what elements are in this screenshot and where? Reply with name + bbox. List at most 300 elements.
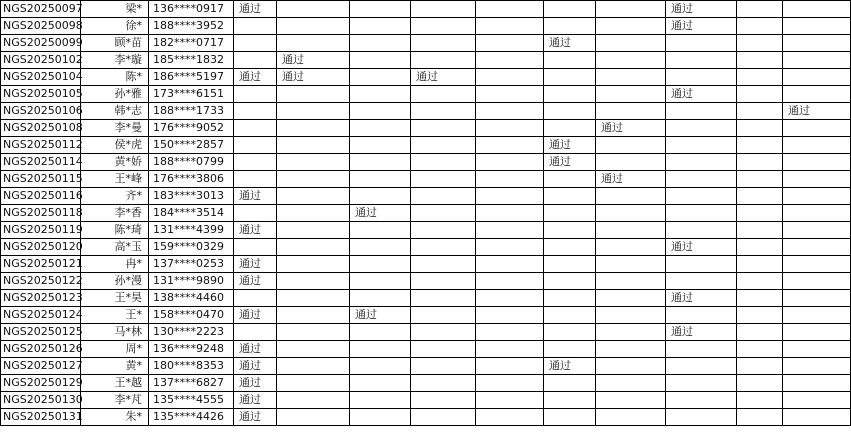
status-cell [411,290,476,307]
status-cell [737,103,783,120]
status-cell [783,35,851,52]
status-cell [596,137,666,154]
status-cell [350,69,411,86]
status-cell: 通过 [411,69,476,86]
status-cell [783,137,851,154]
name-cell: 李*璇 [81,52,149,69]
status-cell [234,171,277,188]
status-cell [411,103,476,120]
status-cell [350,290,411,307]
status-cell [350,18,411,35]
status-cell [666,375,737,392]
table-row [1,341,851,358]
status-cell: 通过 [544,358,596,375]
status-cell [666,120,737,137]
status-cell [476,341,544,358]
status-cell [350,1,411,18]
status-cell [350,222,411,239]
phone-cell: 131****9890 [149,273,234,290]
status-cell [476,86,544,103]
status-cell [350,256,411,273]
status-cell [596,392,666,409]
record-id-cell: NGS20250119 [1,222,81,239]
phone-cell: 136****9248 [149,341,234,358]
name-cell: 王*越 [81,375,149,392]
phone-cell: 150****2857 [149,137,234,154]
status-cell [350,103,411,120]
record-id-cell: NGS20250131 [1,409,81,426]
status-cell [596,35,666,52]
status-cell [476,205,544,222]
status-cell [544,103,596,120]
status-cell: 通过 [666,1,737,18]
status-cell [476,375,544,392]
status-cell [596,52,666,69]
status-cell [783,154,851,171]
status-cell [544,239,596,256]
status-cell [350,239,411,256]
status-cell [737,256,783,273]
status-cell [737,307,783,324]
record-id-cell: NGS20250129 [1,375,81,392]
phone-cell: 131****4399 [149,222,234,239]
status-cell [544,188,596,205]
status-cell: 通过 [350,205,411,222]
table-row [1,171,851,188]
status-cell [411,375,476,392]
status-cell: 通过 [277,52,350,69]
status-cell [411,358,476,375]
status-cell [476,18,544,35]
status-cell [476,409,544,426]
status-cell [411,18,476,35]
status-cell [476,392,544,409]
table-row [1,35,851,52]
record-id-cell: NGS20250099 [1,35,81,52]
status-cell [544,273,596,290]
status-cell: 通过 [666,239,737,256]
status-cell [783,392,851,409]
table-row [1,273,851,290]
status-cell [277,375,350,392]
status-cell [596,375,666,392]
name-cell: 高*玉 [81,239,149,256]
status-cell [277,205,350,222]
phone-cell: 180****8353 [149,358,234,375]
status-cell [411,1,476,18]
status-cell [737,392,783,409]
name-cell: 孙*漫 [81,273,149,290]
record-id-cell: NGS20250104 [1,69,81,86]
phone-cell: 188****0799 [149,154,234,171]
status-cell [666,392,737,409]
status-cell [544,222,596,239]
status-cell [737,137,783,154]
status-cell [476,120,544,137]
status-cell [411,273,476,290]
status-cell [783,205,851,222]
status-cell [596,222,666,239]
status-cell: 通过 [234,392,277,409]
status-cell [350,273,411,290]
status-cell [476,137,544,154]
table-row [1,1,851,18]
status-cell [411,341,476,358]
record-id-cell: NGS20250108 [1,120,81,137]
status-cell: 通过 [544,137,596,154]
phone-cell: 186****5197 [149,69,234,86]
status-cell [411,409,476,426]
status-cell [737,35,783,52]
status-cell [234,86,277,103]
status-cell [234,154,277,171]
status-cell [737,171,783,188]
status-cell [666,358,737,375]
status-cell [277,392,350,409]
status-cell [350,137,411,154]
phone-cell: 182****0717 [149,35,234,52]
record-id-cell: NGS20250120 [1,239,81,256]
record-id-cell: NGS20250105 [1,86,81,103]
status-cell [277,307,350,324]
phone-cell: 158****0470 [149,307,234,324]
status-cell [277,273,350,290]
name-cell: 冉* [81,256,149,273]
status-cell [234,205,277,222]
status-cell [476,324,544,341]
status-cell [666,188,737,205]
status-cell [596,154,666,171]
status-cell [476,188,544,205]
name-cell: 陈* [81,69,149,86]
status-cell [737,52,783,69]
status-cell [783,239,851,256]
status-cell [350,409,411,426]
table-row [1,375,851,392]
status-cell [234,35,277,52]
status-cell [737,273,783,290]
status-cell [666,273,737,290]
phone-cell: 176****9052 [149,120,234,137]
table-row [1,137,851,154]
status-cell [596,290,666,307]
status-cell [737,324,783,341]
status-cell [596,273,666,290]
phone-cell: 138****4460 [149,290,234,307]
status-cell [277,154,350,171]
status-cell [783,1,851,18]
status-cell [476,171,544,188]
name-cell: 王* [81,307,149,324]
table-row [1,103,851,120]
table-row [1,324,851,341]
status-cell [411,171,476,188]
status-cell [277,35,350,52]
status-cell [596,307,666,324]
record-id-cell: NGS20250118 [1,205,81,222]
phone-cell: 176****3806 [149,171,234,188]
status-cell [783,341,851,358]
status-cell: 通过 [277,69,350,86]
table-row [1,222,851,239]
status-cell [476,103,544,120]
status-cell [277,86,350,103]
status-cell: 通过 [234,69,277,86]
status-cell [596,69,666,86]
status-cell [350,154,411,171]
status-cell [737,239,783,256]
phone-cell: 137****0253 [149,256,234,273]
status-cell [277,409,350,426]
status-cell [544,392,596,409]
status-cell [544,171,596,188]
status-cell [544,375,596,392]
status-cell [783,290,851,307]
record-id-cell: NGS20250124 [1,307,81,324]
status-cell [411,154,476,171]
status-cell [596,239,666,256]
status-cell [411,239,476,256]
status-cell [666,222,737,239]
status-cell [350,375,411,392]
name-cell: 齐* [81,188,149,205]
status-cell: 通过 [544,35,596,52]
status-cell [411,256,476,273]
status-cell [350,52,411,69]
name-cell: 李*芃 [81,392,149,409]
status-cell [737,1,783,18]
status-cell [596,205,666,222]
status-cell [277,222,350,239]
status-cell: 通过 [596,171,666,188]
status-cell [476,52,544,69]
status-cell [234,18,277,35]
status-cell [783,375,851,392]
status-cell [737,86,783,103]
name-cell: 黄*娇 [81,154,149,171]
name-cell: 陈*琦 [81,222,149,239]
status-cell: 通过 [234,256,277,273]
status-cell [544,86,596,103]
status-cell [277,324,350,341]
status-cell [350,120,411,137]
status-cell [544,1,596,18]
status-cell [277,341,350,358]
table-row [1,256,851,273]
status-cell [783,273,851,290]
status-cell [350,188,411,205]
record-id-cell: NGS20250102 [1,52,81,69]
status-cell [783,120,851,137]
name-cell: 梁* [81,1,149,18]
status-cell [411,222,476,239]
status-cell [783,69,851,86]
table-row [1,409,851,426]
status-cell [234,239,277,256]
status-cell [596,188,666,205]
status-cell [544,120,596,137]
status-cell [666,171,737,188]
status-cell [277,239,350,256]
record-id-cell: NGS20250115 [1,171,81,188]
record-id-cell: NGS20250123 [1,290,81,307]
name-cell: 顾*苗 [81,35,149,52]
status-cell [411,307,476,324]
name-cell: 朱* [81,409,149,426]
status-cell [411,324,476,341]
status-cell: 通过 [666,86,737,103]
status-cell [666,307,737,324]
status-cell [544,290,596,307]
record-id-cell: NGS20250126 [1,341,81,358]
status-cell [476,1,544,18]
status-cell [783,18,851,35]
table-body [1,1,851,426]
status-cell [596,358,666,375]
status-cell [596,86,666,103]
status-cell [350,358,411,375]
status-cell [544,341,596,358]
name-cell: 侯*虎 [81,137,149,154]
status-cell [544,409,596,426]
status-cell [544,307,596,324]
table-row [1,392,851,409]
status-cell [350,35,411,52]
status-cell [411,35,476,52]
status-cell [277,120,350,137]
status-cell [476,239,544,256]
table-row [1,307,851,324]
status-cell [737,409,783,426]
phone-cell: 183****3013 [149,188,234,205]
status-cell [476,307,544,324]
status-cell [277,137,350,154]
name-cell: 马*林 [81,324,149,341]
status-cell [411,188,476,205]
record-id-cell: NGS20250106 [1,103,81,120]
status-cell [737,69,783,86]
status-cell [737,154,783,171]
phone-cell: 159****0329 [149,239,234,256]
status-cell: 通过 [234,341,277,358]
phone-cell: 188****1733 [149,103,234,120]
status-cell [277,358,350,375]
status-cell [277,290,350,307]
status-cell: 通过 [234,358,277,375]
status-cell [596,341,666,358]
status-cell [544,52,596,69]
status-cell: 通过 [234,273,277,290]
status-cell [277,1,350,18]
status-cell: 通过 [234,1,277,18]
status-cell [666,103,737,120]
record-id-cell: NGS20250114 [1,154,81,171]
status-cell [277,103,350,120]
status-cell [666,409,737,426]
phone-cell: 135****4555 [149,392,234,409]
status-cell [234,120,277,137]
status-cell [783,256,851,273]
status-cell [737,375,783,392]
status-cell [666,35,737,52]
phone-cell: 130****2223 [149,324,234,341]
status-cell [234,290,277,307]
status-cell [476,358,544,375]
name-cell: 王*昊 [81,290,149,307]
status-cell [666,341,737,358]
status-cell [666,205,737,222]
status-cell [596,1,666,18]
phone-cell: 185****1832 [149,52,234,69]
table-row [1,188,851,205]
status-cell: 通过 [544,154,596,171]
name-cell: 李*香 [81,205,149,222]
status-cell [737,290,783,307]
phone-cell: 136****0917 [149,1,234,18]
status-cell [596,324,666,341]
status-cell [737,341,783,358]
status-cell [596,409,666,426]
status-cell: 通过 [596,120,666,137]
status-cell: 通过 [234,188,277,205]
status-cell [411,392,476,409]
record-id-cell: NGS20250125 [1,324,81,341]
status-cell [783,409,851,426]
status-cell [544,205,596,222]
name-cell: 孙*雅 [81,86,149,103]
status-cell: 通过 [666,324,737,341]
status-cell [476,256,544,273]
status-cell: 通过 [234,409,277,426]
record-id-cell: NGS20250127 [1,358,81,375]
status-cell: 通过 [666,290,737,307]
status-cell [737,222,783,239]
status-cell [783,358,851,375]
record-id-cell: NGS20250112 [1,137,81,154]
status-cell: 通过 [666,18,737,35]
status-cell [234,324,277,341]
status-cell [596,18,666,35]
status-cell [596,103,666,120]
name-cell: 韩*志 [81,103,149,120]
table-row [1,358,851,375]
record-id-cell: NGS20250130 [1,392,81,409]
table-row [1,52,851,69]
status-cell [737,188,783,205]
table-row [1,69,851,86]
phone-cell: 188****3952 [149,18,234,35]
status-cell [737,120,783,137]
status-cell [411,86,476,103]
status-cell [350,392,411,409]
phone-cell: 184****3514 [149,205,234,222]
phone-cell: 135****4426 [149,409,234,426]
status-cell [544,324,596,341]
status-cell [544,18,596,35]
status-cell [476,69,544,86]
status-cell [411,52,476,69]
table-row [1,290,851,307]
status-cell [350,341,411,358]
phone-cell: 173****6151 [149,86,234,103]
status-cell [783,188,851,205]
status-cell [350,324,411,341]
name-cell: 徐* [81,18,149,35]
status-cell: 通过 [234,222,277,239]
status-cell [737,205,783,222]
status-cell [350,171,411,188]
status-cell [277,256,350,273]
